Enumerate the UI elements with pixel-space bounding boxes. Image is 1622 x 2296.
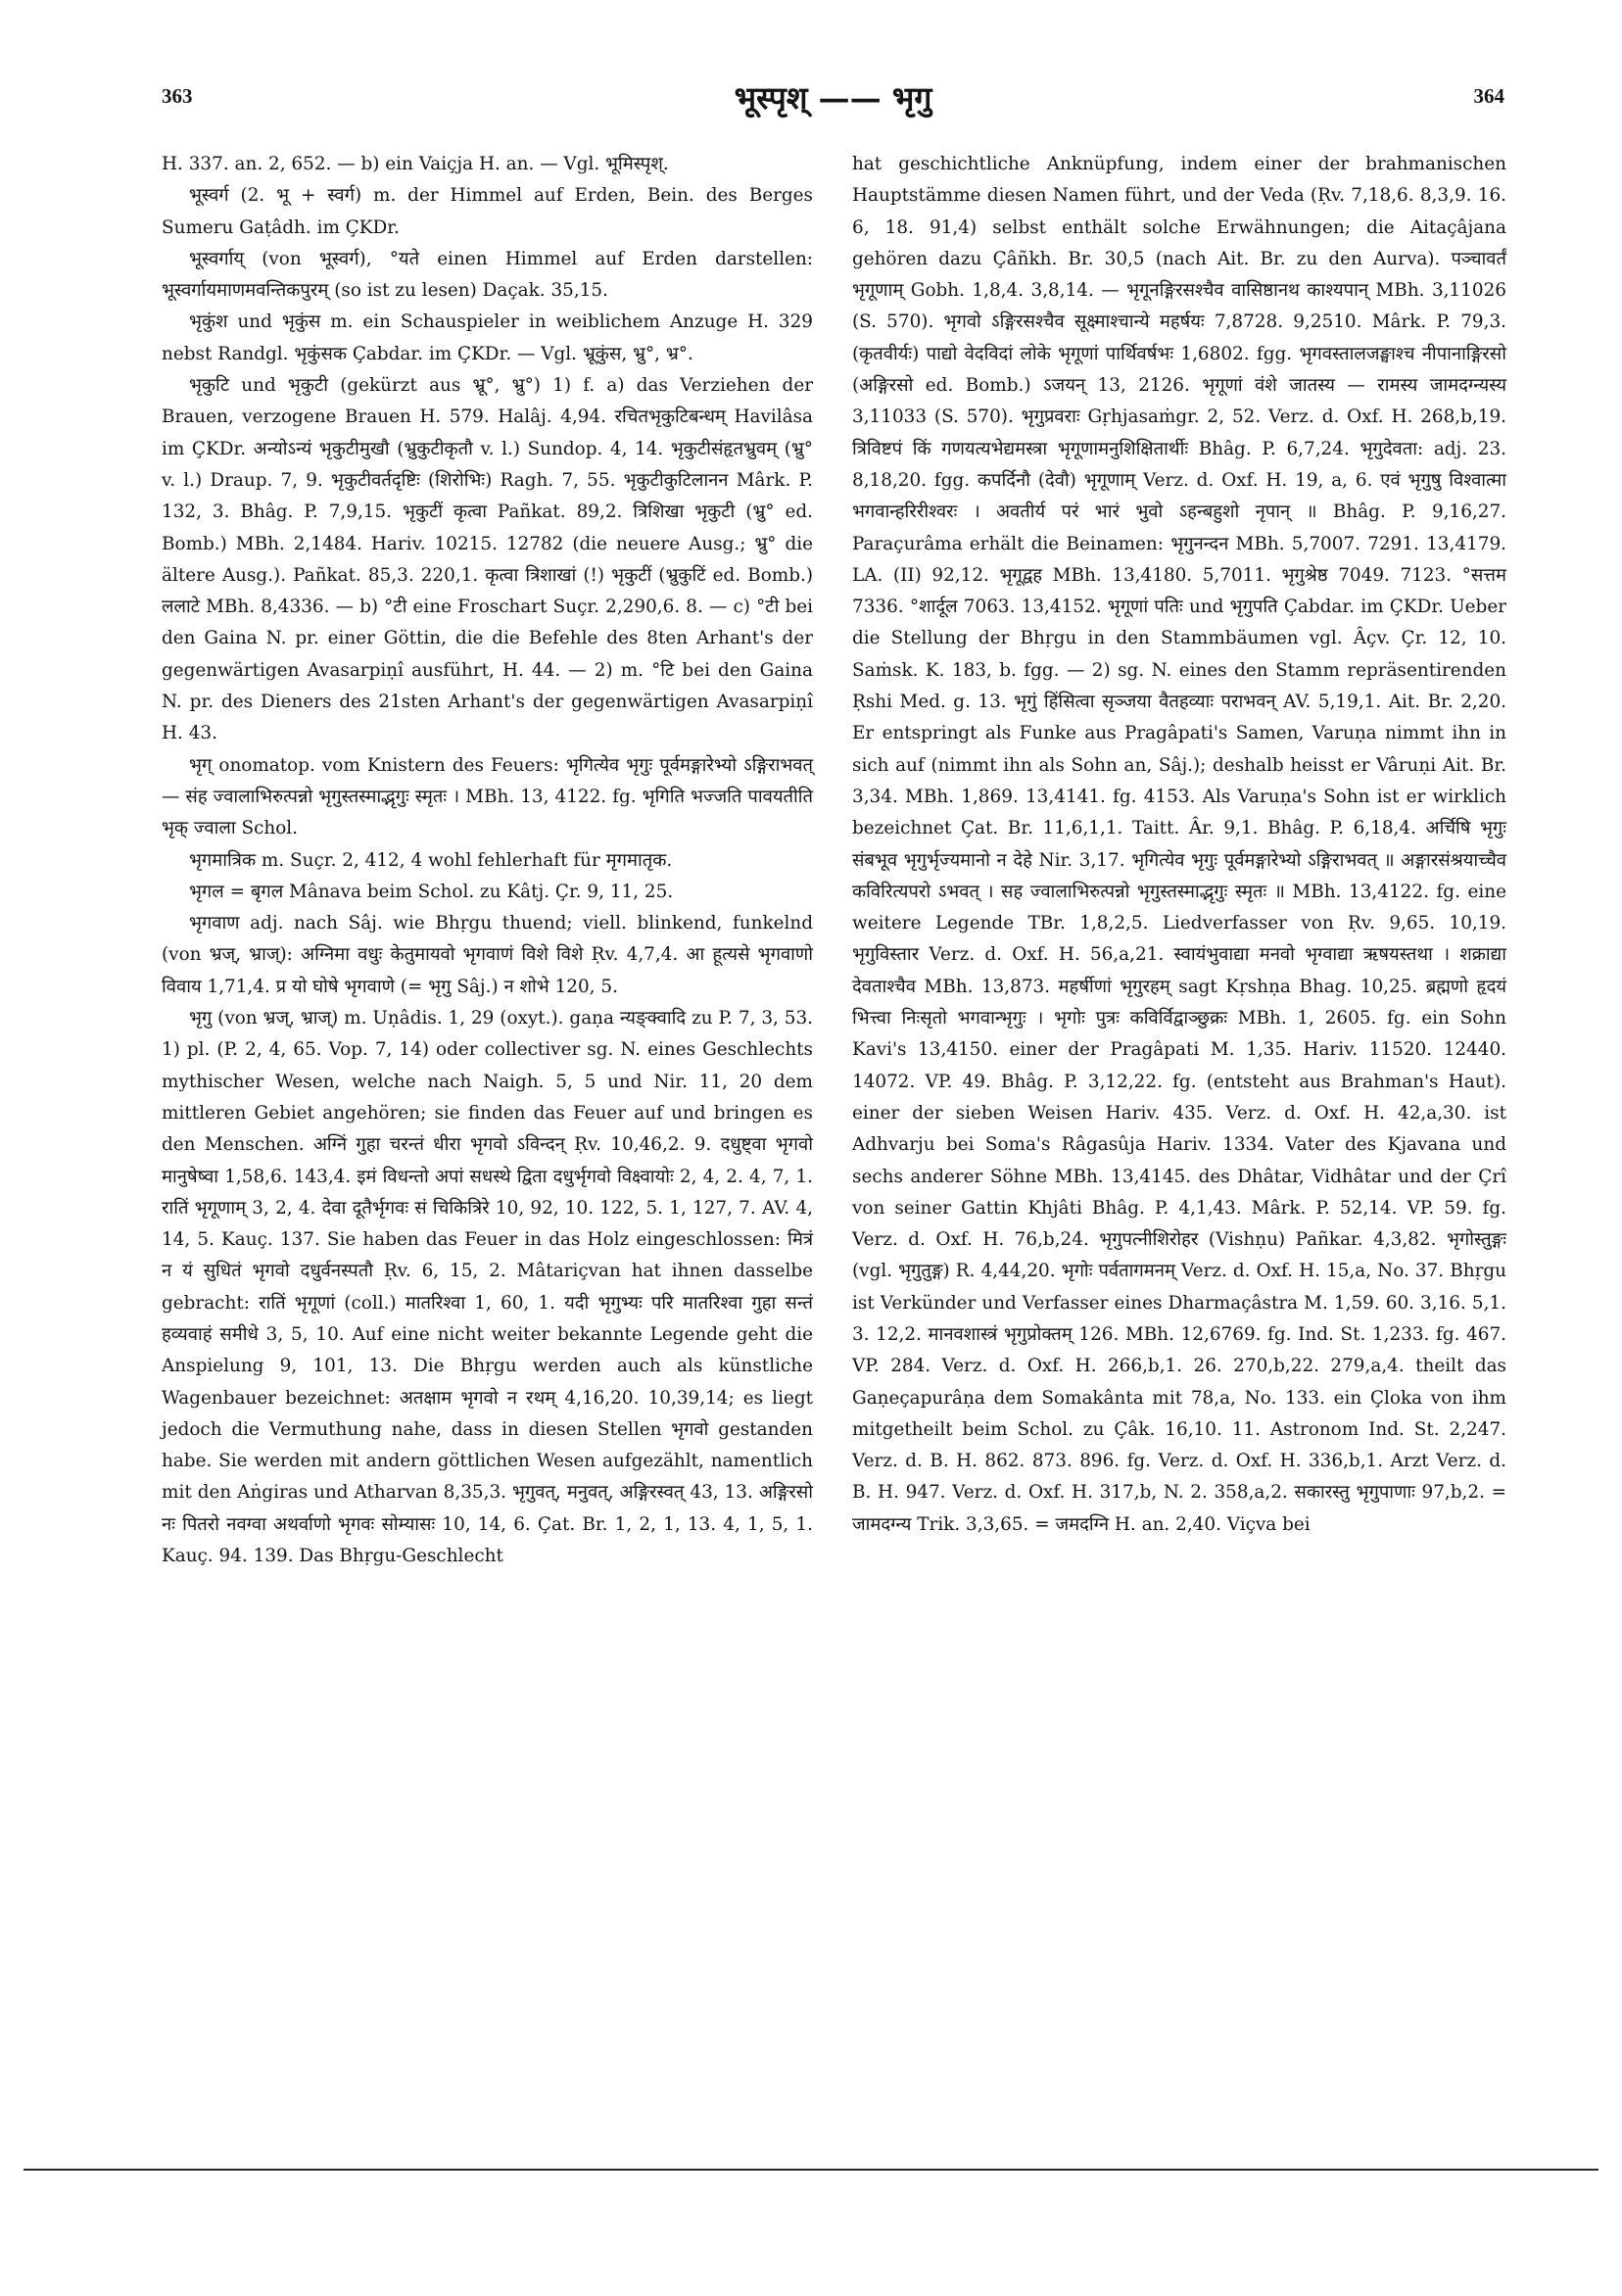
entry-bhrgamatrika: भृगमात्रिक m. Suçr. 2, 412, 4 wohl fehlerhaft für मृगमातृक. bbox=[189, 849, 673, 871]
entry-bhrgu: भृगु (von भ्रज्, भ्राज्) m. Uṇâdis. 1, 29 (oxyt.). gaṇa न्यङ्क्वादि zu P. 7, 3, 53. 1) pl. (P. 2, 4, 65. Vop. 7, 14) oder collectiver sg. N. eines Geschlechts mythischer Wesen, welche nach Naigh. 5, 5 und Nir. 11, 20 dem mittleren Gebiet angehören; sie finden das Feuer auf und bringen es den Menschen. अग्निं गुहा चरन्तं धीरा भृगवो ऽविन्दन् Ṛv. 10,46,2. 9. दधुष्ट्वा भृगवो मानुषेष्वा 1,58,6. 143,4. इमं विधन्तो अपां सधस्थे द्विता दधुर्भृगवो विक्ष्वायोः 2, 4, 2. 4, 7, 1. रातिं भृगूणाम् 3, 2, 4. देवा दूतैर्भृगवः सं चिकित्रिरे 10, 92, 10. 122, 5. 1, 127, 7. AV. 4, 14, 5. Kauç. 137. Sie haben das Feuer in das Holz eingeschlossen: मित्रं न यं सुधितं भृगवो दधुर्वनस्पतौ Ṛv. 6, 15, 2. Mâtariçvan hat ihnen dasselbe gebracht: रातिं भृगूणां (coll.) मातरिश्वा 1, 60, 1. यदी भृगुभ्यः परि मातरिश्वा गुहा सन्तं हव्यवाहं समीधे 3, 5, 10. Auf eine nicht weiter bekannte Legende geht die Anspielung 9, 101, 13. Die Bhṛgu werden auch als künstliche Wagenbauer bezeichnet: अतक्षाम भृगवो न रथम् 4,16,20. 10,39,14; es liegt jedoch die Vermuthung nahe, dass in diesen Stellen भृगवो gestanden habe. Sie werden mit andern göttlichen Wesen aufgezählt, namentlich mit den Aṅgiras und Atharvan 8,35,3. भृगुवत्, मनुवत्, अङ्गिरस्वत् 43, 13. अङ्गिरसो नः पितरो नवग्वा अथर्वाणो भृगवः सोम्यासः 10, 14, 6. Çat. Br. 1, 2, 1, 13. 4, 1, 5, 1. Kauç. 94. 139. Das Bhṛgu-Geschlecht bbox=[162, 1008, 813, 1567]
entry-bhusvargay: भूस्वर्गाय् (von भूस्वर्ग), °यते einen Himmel auf Erden darstellen: भूस्वर्गायमाणमवन्तिकपुरम् (so ist zu lesen) Daçak. 35,15. bbox=[162, 248, 813, 302]
entry-bhrkunsha: भृकुंश und भृकुंस m. ein Schauspieler in weiblichem Anzuge H. 329 nebst Randgl. भृकुंसक Çabdar. im ÇKDr. — Vgl. भ्रूकुंस, भ्रु°, भ्र°. bbox=[162, 311, 813, 364]
page-number-left: 363 bbox=[162, 84, 193, 108]
bottom-rule bbox=[24, 2169, 1598, 2171]
page-number-right: 364 bbox=[1473, 84, 1504, 108]
entry-bhrgala: भृगल = बृगल Mânava beim Schol. zu Kâtj. Çr. 9, 11, 25. bbox=[189, 881, 674, 902]
entry-bhrkuti: भृकुटि und भृकुटी (gekürzt aus भ्रू°, भ्रु°) 1) f. a) das Verziehen der Brauen, verzogene Brauen H. 579. Halâj. 4,94. रचितभृकुटिबन्धम् Havilâsa im ÇKDr. अन्योऽन्यं भृकुटीमुखौ (भ्रुकुटीकृतौ v. l.) Sundop. 4, 14. भृकुटीसंहृतभ्रुवम् (भ्रु° v. l.) Draup. 7, 9. भृकुटीवर्तदृष्टिः (शिरोभिः) Ragh. 7, 55. भृकुटीकुटिलानन Mârk. P. 132, 3. Bhâg. P. 7,9,15. भृकुटीं कृत्वा Pañkat. 89,2. त्रिशिखा भृकुटी (भ्रु° ed. Bomb.) MBh. 2,1484. Hariv. 10215. 12782 (die neuere Ausg.; भ्रु° die ältere Ausg.). Pañkat. 85,3. 220,1. कृत्वा त्रिशाखां (!) भृकुटीं (भ्रुकुटिं ed. Bomb.) ललाटे MBh. 8,4336. — b) °टी eine Froschart Suçr. 2,290,6. 8. — c) °टी bei den Gaina N. pr. einer Göttin, die die Befehle des 8ten Arhant's der gegenwärtigen Avasarpiṇî ausführt, H. 44. — 2) m. °टि bei den Gaina N. pr. des Dieners des 21sten Arhant's der gegenwärtigen Avasarpiṇî H. 43. bbox=[162, 375, 813, 744]
running-head: भूस्पृश् —— भृगु bbox=[734, 79, 932, 117]
right-column bbox=[852, 149, 1506, 1541]
entry-bhusvarga: भूस्वर्ग (2. भू + स्वर्ग) m. der Himmel auf Erden, Bein. des Berges Sumeru Gaṭâdh. im ÇKDr. bbox=[162, 185, 813, 238]
entry-continuation: H. 337. an. 2, 652. — b) ein Vaiçja H. an. — Vgl. भूमिस्पृश्. bbox=[162, 154, 669, 174]
entry-bhrgu-continued: hat geschichtliche Anknüpfung, indem einer der brahmanischen Hauptstämme diesen Namen führt, und der Veda (Ṛv. 7,18,6. 8,3,9. 16. 6, 18. 91,4) selbst enthält solche Erwähnungen; die Aitaçâjana gehören dazu Çâñkh. Br. 30,5 (nach Ait. Br. zu den Aurva). पञ्चावर्तं भृगूणाम् Gobh. 1,8,4. 3,8,14. — भृगूनङ्गिरसश्चैव वासिष्ठानथ काश्यपान् MBh. 3,11026 (S. 570). भृगवो ऽङ्गिरसश्चैव सूक्ष्माश्चान्ये महर्षयः 7,8728. 9,2510. Mârk. P. 79,3. (कृतवीर्यः) पाद्यो वेदविदां लोके भृगूणां पार्थिवर्षभः 1,6802. fgg. भृगवस्तालजङ्घाश्च नीपानाङ्गिरसो (अङ्गिरसो ed. Bomb.) ऽजयन् 13, 2126. भृगूणां वंशे जातस्य — रामस्य जामदग्न्यस्य 3,11033 (S. 570). भृगुप्रवराः Gṛhjasaṁgr. 2, 52. Verz. d. Oxf. H. 268,b,19. त्रिविष्टपं किं गणयत्यभेद्यमस्त्रा भृगूणामनुशिक्षितार्थीः Bhâg. P. 6,7,24. भृगुदेवता: adj. 23. 8,18,20. fgg. कपर्दिनौ (देवौ) भृगूणाम् Verz. d. Oxf. H. 19, a, 6. एवं भृगुषु विश्वात्मा भगवान्हरिरीश्वरः । अवतीर्य परं भारं भुवो ऽहन्बहुशो नृपान् ॥ Bhâg. P. 9,16,27. Paraçurâma erhält die Beinamen: भृगुनन्दन MBh. 5,7007. 7291. 13,4179. LA. (II) 92,12. भृगूद्वह MBh. 13,4180. 5,7011. भृगुश्रेष्ठ 7049. 7123. °सत्तम 7336. °शार्दूल 7063. 13,4152. भृगूणां पतिः und भृगुपति Çabdar. im ÇKDr. Ueber die Stellung der Bhṛgu in den Stammbäumen vgl. Âçv. Çr. 12, 10. Saṁsk. K. 183, b. fgg. — 2) sg. N. eines den Stamm repräsentirenden Ṛshi Med. g. 13. भृगुं हिंसित्वा सृञ्जया वैतहव्याः पराभवन् AV. 5,19,1. Ait. Br. 2,20. Er entspringt als Funke aus Pragâpati's Samen, Varuṇa nimmt ihn in sich auf (nimmt ihn als Sohn an, Sâj.); deshalb heisst er Vâruṇi Ait. Br. 3,34. MBh. 1,869. 13,4141. fg. 4153. Als Varuṇa's Sohn ist er wirklich bezeichnet Çat. Br. 11,6,1,1. Taitt. Âr. 9,1. Bhâg. P. 6,18,4. अर्चिषि भृगुः संबभूव भृगुर्भृज्यमानो न देहे Nir. 3,17. भृगित्येव भृगुः पूर्वमङ्गारेभ्यो ऽङ्गिराभवत् ॥ अङ्गारसंश्रयाच्चैव कविरित्यपरो ऽभवत् । सह ज्वालाभिरुत्पन्नो भृगुस्तस्माद्भृगुः स्मृतः ॥ MBh. 13,4122. fg. eine weitere Legende TBr. 1,8,2,5. Liedverfasser von Ṛv. 9,65. 10,19. भृगुविस्तार Verz. d. Oxf. H. 56,a,21. स्वायंभुवाद्या मनवो भृग्वाद्या ऋषयस्तथा । शक्राद्या देवताश्चैव MBh. 13,873. महर्षीणां भृगुरहम् sagt Kṛshṇa Bhag. 10,25. ब्रह्मणो हृदयं भित्त्वा निःसृतो भगवान्भृगुः । भृगोः पुत्रः कविर्विद्वाञ्छुक्रः MBh. 1, 2605. fg. ein Sohn Kavi's 13,4150. einer der Pragâpati M. 1,35. Hariv. 11520. 12440. 14072. VP. 49. Bhâg. P. 3,12,22. fg. (entsteht aus Brahman's Haut). einer der sieben Weisen Hariv. 435. Verz. d. Oxf. H. 42,a,30. ist Adhvarju bei Soma's Râgasûja Hariv. 1334. Vater des Kjavana und sechs anderer Söhne MBh. 13,4145. des Dhâtar, Vidhâtar und der Çrî von seiner Gattin Khjâti Bhâg. P. 4,1,43. Mârk. P. 52,14. VP. 59. fg. Verz. d. Oxf. H. 76,b,24. भृगुपत्नीशिरोहर (Vishṇu) Pañkar. 4,3,82. भृगोस्तुङ्गः (vgl. भृगुतुङ्ग) R. 4,44,20. भृगोः पर्वतागमनम् Verz. d. Oxf. H. 15,a, No. 37. Bhṛgu ist Verkünder und Verfasser eines Dharmaçâstra M. 1,59. 60. 3,16. 5,1. 3. 12,2. मानवशास्त्रं भृगुप्रोक्तम् 126. MBh. 12,6769. fg. Ind. St. 1,233. fg. 467. VP. 284. Verz. d. Oxf. H. 266,b,1. 26. 270,b,22. 279,a,4. theilt das Gaṇeçapurâṇa dem Somakânta mit 78,a, No. 133. ein Çloka von ihm mitgetheilt beim Schol. zu Çâk. 16,10. 11. Astronom Ind. St. 2,247. Verz. d. B. H. 862. 873. 896. fg. Verz. d. Oxf. H. 336,b,1. Arzt Verz. d. B. H. 947. Verz. d. Oxf. H. 317,b, N. 2. 358,a,2. सकारस्तु भृगुपाणाः 97,b,2. = जामदग्न्य Trik. 3,3,65. = जमदग्नि H. an. 2,40. Viçva bei bbox=[852, 154, 1506, 1535]
left-column bbox=[162, 149, 813, 1572]
page-header bbox=[162, 76, 1504, 135]
entry-bhrgavana: भृगवाण adj. nach Sâj. wie Bhṛgu thuend; viell. blinkend, funkelnd (von भ्रज्, भ्राज्): अग्निमा वधुः केतुमायवो भृगवाणं विशे विशे Ṛv. 4,7,4. आ हूत्यसे भृगवाणो विवाय 1,71,4. प्र यो घोषे भृगवाणे (= भृगु Sâj.) न शोभे 120, 5. bbox=[162, 913, 813, 997]
entry-bhrg: भृग् onomatop. vom Knistern des Feuers: भृगित्येव भृगुः पूर्वमङ्गारेभ्यो ऽङ्गिराभवत् — संह ज्वालाभिरुत्पन्नो भृगुस्तस्माद्भृगुः स्मृतः । MBh. 13, 4122. fg. भृगिति भज्जति पावयतीति भृक् ज्वाला Schol. bbox=[162, 754, 813, 839]
